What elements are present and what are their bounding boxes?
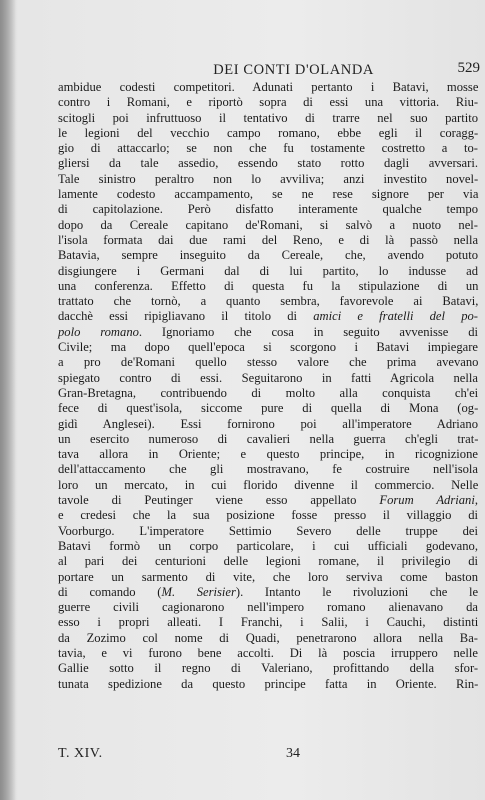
text-segment: Civile; ma dopo quell'epoca si scorgono i Batavi impiegare (58, 340, 478, 355)
text-line (58, 294, 478, 309)
text-line (58, 202, 478, 217)
text-line (58, 493, 478, 508)
text-segment: a pro de'Romani quello stesso valore che prima avevano (58, 355, 479, 370)
text-segment: dopo da Cereale capitano de'Romani, si salvò a nuoto nel- (58, 217, 478, 232)
text-line (58, 355, 478, 370)
text-segment: una conferenza. Effetto di questa fu la stipulazione di un (58, 278, 479, 293)
text-line (58, 279, 478, 294)
text-segment: gidì Anglesei). Essi fornirono poi all'imperatore Adriano (58, 416, 478, 431)
text-segment: un esercito numeroso di cavalieri nella guerra ch'egli trat- (58, 431, 479, 446)
body-text (58, 80, 478, 692)
text-line (58, 80, 478, 95)
text-line (58, 677, 478, 692)
text-segment: tavole di Peutinger viene esso appellato (58, 493, 380, 508)
page-number: 529 (457, 60, 480, 76)
text-segment: Batavi formò un corpo particolare, i cui ufficiali godevano, (58, 538, 478, 553)
text-line (58, 187, 478, 202)
volume-signature: T. XIV. (58, 746, 103, 761)
italic-text: amici e fratelli del po- (313, 309, 478, 324)
text-line (58, 417, 478, 432)
text-line (58, 646, 478, 661)
text-segment: l'isola formata dai due rami del Reno, e di là passò nella (58, 232, 479, 247)
text-segment: Gran-Bretagna, contribuendo di molto alla conquista ch'ei (58, 385, 479, 400)
text-segment: gio di attaccarlo; se non che fu tostamente costretto a to- (58, 141, 478, 156)
text-line (58, 95, 478, 110)
text-line (58, 508, 478, 523)
text-line (58, 126, 478, 141)
text-segment: guerre civili cagionarono nell'impero romano alienavano da (58, 600, 478, 615)
text-segment: esso i propri alleati. I Franchi, i Salii, i Cauchi, distinti (58, 615, 479, 630)
text-segment: Tale sinistro peraltro non lo avviliva; anzi investito novel- (58, 171, 479, 186)
text-segment: tunata spedizione da questo principe fatta in Oriente. Rin- (58, 676, 479, 691)
text-segment: Batavia, sempre inseguito da Cereale, che, avendo potuto (58, 248, 478, 263)
text-segment: . Ignoriamo che cosa in seguito avvenisse di (138, 324, 478, 339)
text-segment: scitogli poi infruttuoso il tentativo di trarre nel suo partito (58, 110, 478, 125)
text-line (58, 340, 478, 355)
text-segment: gliersi da tale assedio, essendo stato rotto dagli avversari. (58, 156, 478, 171)
text-line (58, 615, 478, 630)
text-segment: ). Intanto le rivoluzioni che le (235, 584, 479, 599)
text-segment: spiegato contro di essi. Seguitarono in fatti Agricola nella (58, 370, 478, 385)
text-line (58, 325, 478, 340)
text-segment: dell'attaccamento che gli mostravano, fe costruire nell'isola (58, 462, 478, 477)
text-line (58, 478, 478, 493)
text-segment: fece di quest'isola, siccome pure di quella di Mona (og- (58, 401, 479, 416)
text-segment: le legioni del vecchio campo romano, ebbe egli il coragg- (58, 125, 479, 140)
text-segment: dacchè essi ripigliavano il titolo di (58, 309, 314, 324)
text-line (58, 218, 478, 233)
italic-text: polo romano (58, 324, 139, 339)
text-line (58, 661, 478, 676)
text-segment: tavia, e vi furono bene accolti. Di là poscia irruppero nelle (58, 645, 478, 660)
text-segment: portare un sarmento di vite, che loro serviva come baston (58, 569, 478, 584)
text-line (58, 539, 478, 554)
italic-text: M. Serisier (161, 584, 236, 599)
text-line (58, 111, 478, 126)
text-segment: lamente codesto accampamento, se ne rese signore per via (58, 187, 479, 202)
text-segment: di capitolazione. Però disfatto interamente qualche tempo (58, 202, 478, 217)
text-line (58, 585, 478, 600)
text-line (58, 600, 478, 615)
text-line (58, 233, 478, 248)
text-line (58, 524, 478, 539)
running-head: DEI CONTI D'OLANDA (213, 62, 374, 78)
text-segment: da Zozimo col nome di Quadi, penetrarono allora nella Ba- (58, 630, 478, 645)
text-line (58, 172, 478, 187)
text-line (58, 631, 478, 646)
text-line (58, 371, 478, 386)
gutter-shadow (0, 0, 16, 800)
text-segment: Gallie sotto il regno di Valeriano, profittando della sfor- (58, 661, 479, 676)
text-segment: e credesi che la sua posizione fosse presso il villaggio di (58, 508, 478, 523)
text-segment: loro un mercato, in cui florido divenne il commercio. Nelle (58, 477, 479, 492)
text-segment: trattato che tornò, a quanto sembra, favorevole ai Batavi, (58, 294, 479, 309)
text-line (58, 309, 478, 324)
text-line (58, 141, 478, 156)
text-line (58, 156, 478, 171)
text-line (58, 264, 478, 279)
text-line (58, 432, 478, 447)
text-line (58, 462, 478, 477)
text-segment: tava allora in Oriente; e questo principe, in ricognizione (58, 447, 478, 462)
text-line (58, 554, 478, 569)
text-line (58, 401, 478, 416)
text-line (58, 386, 478, 401)
text-segment: disgiungere i Germani dal di lui partito, lo indusse ad (58, 263, 478, 278)
text-line (58, 248, 478, 263)
text-segment: Voorburgo. L'imperatore Settimio Severo delle truppe dei (58, 523, 478, 538)
text-segment: ambidue codesti competitori. Adunati pertanto i Batavi, mosse (58, 80, 479, 94)
text-line (58, 447, 478, 462)
text-segment: contro i Romani, e riportò sopra di essi una vittoria. Riu- (58, 95, 479, 110)
text-segment: di comando ( (58, 584, 162, 599)
sheet-number: 34 (286, 746, 300, 761)
italic-text: Forum Adriani (379, 493, 475, 508)
text-line (58, 570, 478, 585)
text-segment: , (474, 493, 478, 508)
text-segment: al pari dei centurioni delle legioni romane, il privilegio di (58, 554, 478, 569)
